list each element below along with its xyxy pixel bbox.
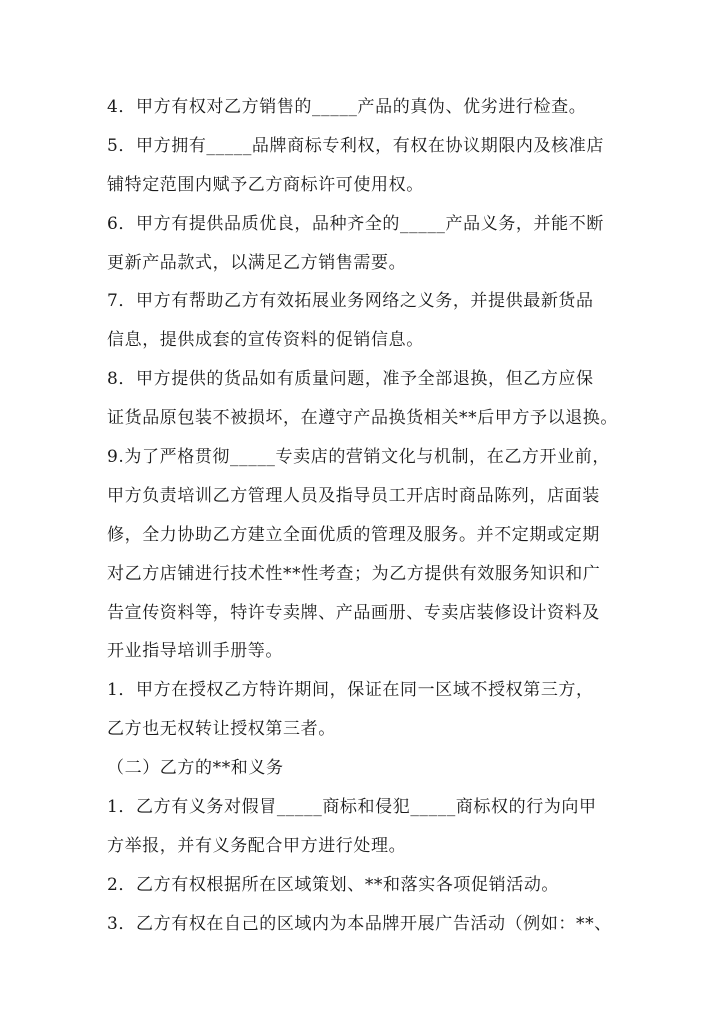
text-line: 7．甲方有帮助乙方有效拓展业务网络之义务，并提供最新货品 — [107, 291, 594, 312]
text-line: 乙方也无权转让授权第三者。 — [107, 719, 336, 740]
text-line: 6．甲方有提供品质优良，品种齐全的_____产品义务，并能不断 — [107, 213, 604, 234]
text-line: 5．甲方拥有_____品牌商标专利权，有权在协议期限内及核准店 — [107, 135, 604, 156]
text-line: 开业指导培训手册等。 — [107, 641, 283, 662]
section-heading: （二）乙方的**和义务 — [107, 758, 284, 779]
text-line: 告宣传资料等，特许专卖牌、产品画册、专卖店装修设计资料及 — [107, 602, 600, 623]
text-line: 对乙方店铺进行技术性**性考查；为乙方提供有效服务知识和广 — [107, 563, 601, 584]
text-line: 信息，提供成套的宣传资料的促销信息。 — [107, 330, 424, 351]
text-line: 1．甲方在授权乙方特许期间，保证在同一区域不授权第三方， — [107, 680, 594, 701]
document-body — [107, 88, 617, 944]
text-line: 8．甲方提供的货品如有质量问题，准予全部退换，但乙方应保 — [107, 369, 594, 390]
text-line: 9.为了严格贯彻_____专卖店的营销文化与机制，在乙方开业前， — [107, 447, 610, 468]
text-line: 证货品原包装不被损坏，在遵守产品换货相关**后甲方予以退换。 — [107, 408, 618, 429]
text-line: 更新产品款式，以满足乙方销售需要。 — [107, 252, 407, 273]
text-line: 铺特定范围内赋予乙方商标许可使用权。 — [107, 174, 424, 195]
text-line: 2．乙方有权根据所在区域策划、**和落实各项促销活动。 — [107, 874, 560, 895]
text-line: 3．乙方有权在自己的区域内为本品牌开展广告活动（例如：**、 — [107, 913, 612, 934]
text-line: 1．乙方有义务对假冒_____商标和侵犯_____商标权的行为向甲 — [107, 797, 597, 818]
text-line: 修，全力协助乙方建立全面优质的管理及服务。并不定期或定期 — [107, 524, 600, 545]
text-line: 4．甲方有权对乙方销售的_____产品的真伪、优劣进行检查。 — [107, 97, 587, 117]
text-line: 甲方负责培训乙方管理人员及指导员工开店时商品陈列，店面装 — [107, 485, 600, 506]
text-line: 方举报，并有义务配合甲方进行处理。 — [107, 835, 407, 856]
